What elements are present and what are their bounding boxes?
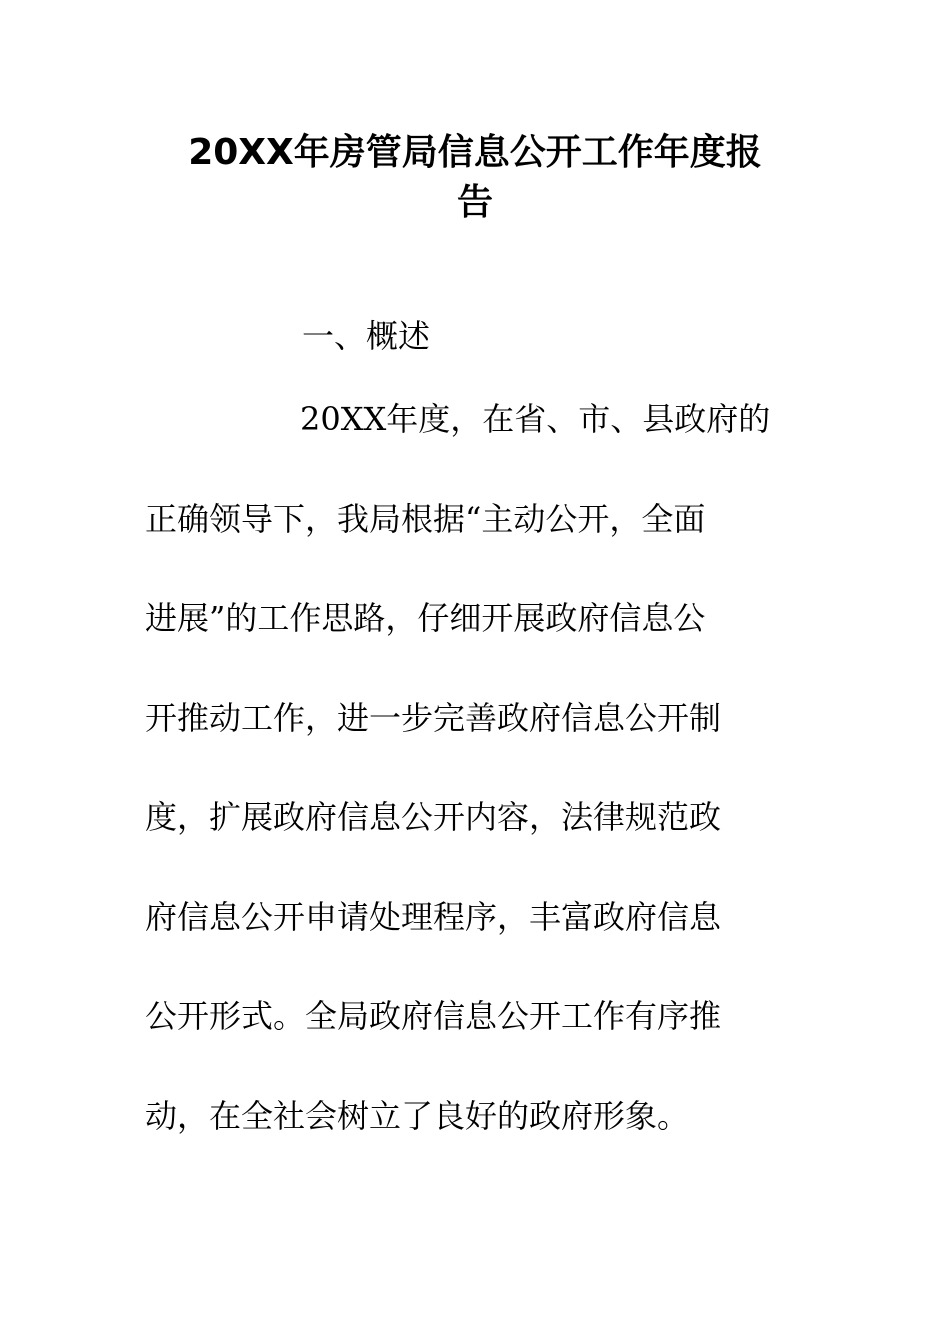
paragraph-line: 20XX年度，在省、市、县政府的 [300, 400, 771, 438]
document-title-line-2: 告 [456, 182, 493, 223]
paragraph-line: 进展”的工作思路，仔细开展政府信息公 [145, 599, 706, 637]
section-heading-overview: 一、概述 [302, 317, 431, 355]
paragraph-line: 动，在全社会树立了良好的政府形象。 [145, 1097, 690, 1135]
paragraph-line: 开推动工作，进一步完善政府信息公开制 [145, 699, 722, 737]
paragraph-line: 公开形式。全局政府信息公开工作有序推 [145, 997, 722, 1035]
paragraph-line: 正确领导下，我局根据“主动公开，全面 [145, 500, 706, 538]
document-title [145, 128, 805, 228]
paragraph-line: 度，扩展政府信息公开内容，法律规范政 [145, 798, 722, 836]
paragraph-line: 府信息公开申请处理程序，丰富政府信息 [145, 898, 722, 936]
document-title-line-1: 20XX年房管局信息公开工作年度报 [188, 132, 762, 173]
